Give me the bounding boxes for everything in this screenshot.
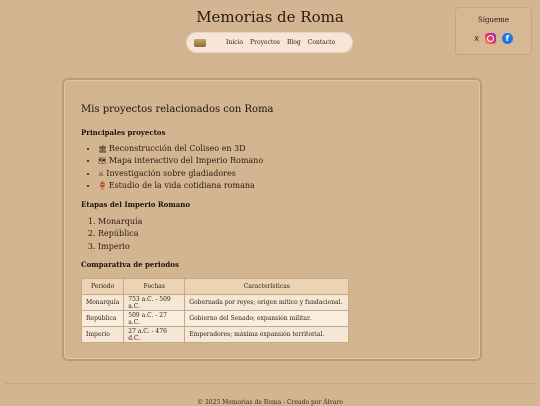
- project-label: Investigación sobre gladiadores: [106, 168, 236, 178]
- nav-link-proyectos[interactable]: Proyectos: [250, 39, 280, 46]
- x-icon[interactable]: X: [474, 34, 479, 43]
- list-item: [98, 155, 263, 167]
- site-title: Memorias de Roma: [196, 8, 344, 26]
- list-item: [98, 143, 263, 155]
- nav-link-inicio[interactable]: Inicio: [226, 39, 244, 46]
- stages-list: [81, 216, 142, 253]
- stages-heading: Etapas del Imperio Romano: [81, 200, 191, 209]
- nav-link-contacto[interactable]: Contacto: [307, 39, 336, 46]
- table-cell: Emperadores; máxima expansión territorial.: [185, 327, 349, 343]
- section-heading: Mis proyectos relacionados con Roma: [81, 104, 274, 115]
- instagram-icon[interactable]: [485, 33, 496, 44]
- follow-box: [455, 7, 532, 55]
- swords-icon: ⚔: [98, 169, 105, 178]
- footer-divider: [5, 383, 535, 384]
- project-label: Estudio de la vida cotidiana romana: [108, 181, 255, 191]
- table-header-row: [82, 279, 349, 295]
- list-item: 2. República: [98, 228, 142, 240]
- project-label: Reconstrucción del Coliseo en 3D: [108, 144, 246, 153]
- colosseum-logo-icon[interactable]: [194, 39, 206, 47]
- table-cell: 509 a.C. - 27 a.C.: [124, 311, 185, 327]
- follow-title: Sígueme: [478, 16, 509, 24]
- list-item: 1. Monarquía: [98, 216, 142, 228]
- table-cell: Imperio: [82, 327, 124, 343]
- table-heading: Comparativa de periodos: [81, 260, 179, 269]
- project-label: Mapa interactivo del Imperio Romano: [108, 156, 264, 166]
- projects-heading: Principales proyectos: [81, 128, 166, 137]
- column-header: Periodo: [82, 279, 124, 295]
- nav-link-blog[interactable]: Blog: [286, 39, 301, 46]
- table-row: [82, 311, 349, 327]
- temple-icon: 🏛: [98, 145, 107, 153]
- column-header: Características: [185, 279, 349, 295]
- map-icon: 🗺: [98, 157, 107, 166]
- facebook-icon[interactable]: f: [502, 33, 513, 44]
- footer-text: © 2025 Memorias de Roma - Creado por Álvaro: [197, 399, 343, 406]
- main-nav: [187, 33, 352, 52]
- table-cell: 753 a.C. - 509 a.C.: [124, 295, 185, 311]
- list-item: 3. Imperio: [98, 241, 142, 253]
- projects-card: [62, 78, 482, 361]
- periods-table: [81, 278, 349, 343]
- table-cell: Gobernada por reyes; origen mítico y fundacional.: [185, 295, 349, 311]
- list-item: [98, 180, 263, 192]
- table-cell: Gobierno del Senado; expansión militar.: [185, 311, 349, 327]
- table-cell: República: [82, 311, 124, 327]
- table-cell: 27 a.C. - 476 d.C.: [124, 327, 185, 343]
- list-item: [98, 168, 263, 180]
- amphora-icon: 🏺: [98, 182, 107, 191]
- projects-list: [81, 143, 263, 193]
- column-header: Fechas: [124, 279, 185, 295]
- table-cell: Monarquía: [82, 295, 124, 311]
- table-row: [82, 327, 349, 343]
- table-row: [82, 295, 349, 311]
